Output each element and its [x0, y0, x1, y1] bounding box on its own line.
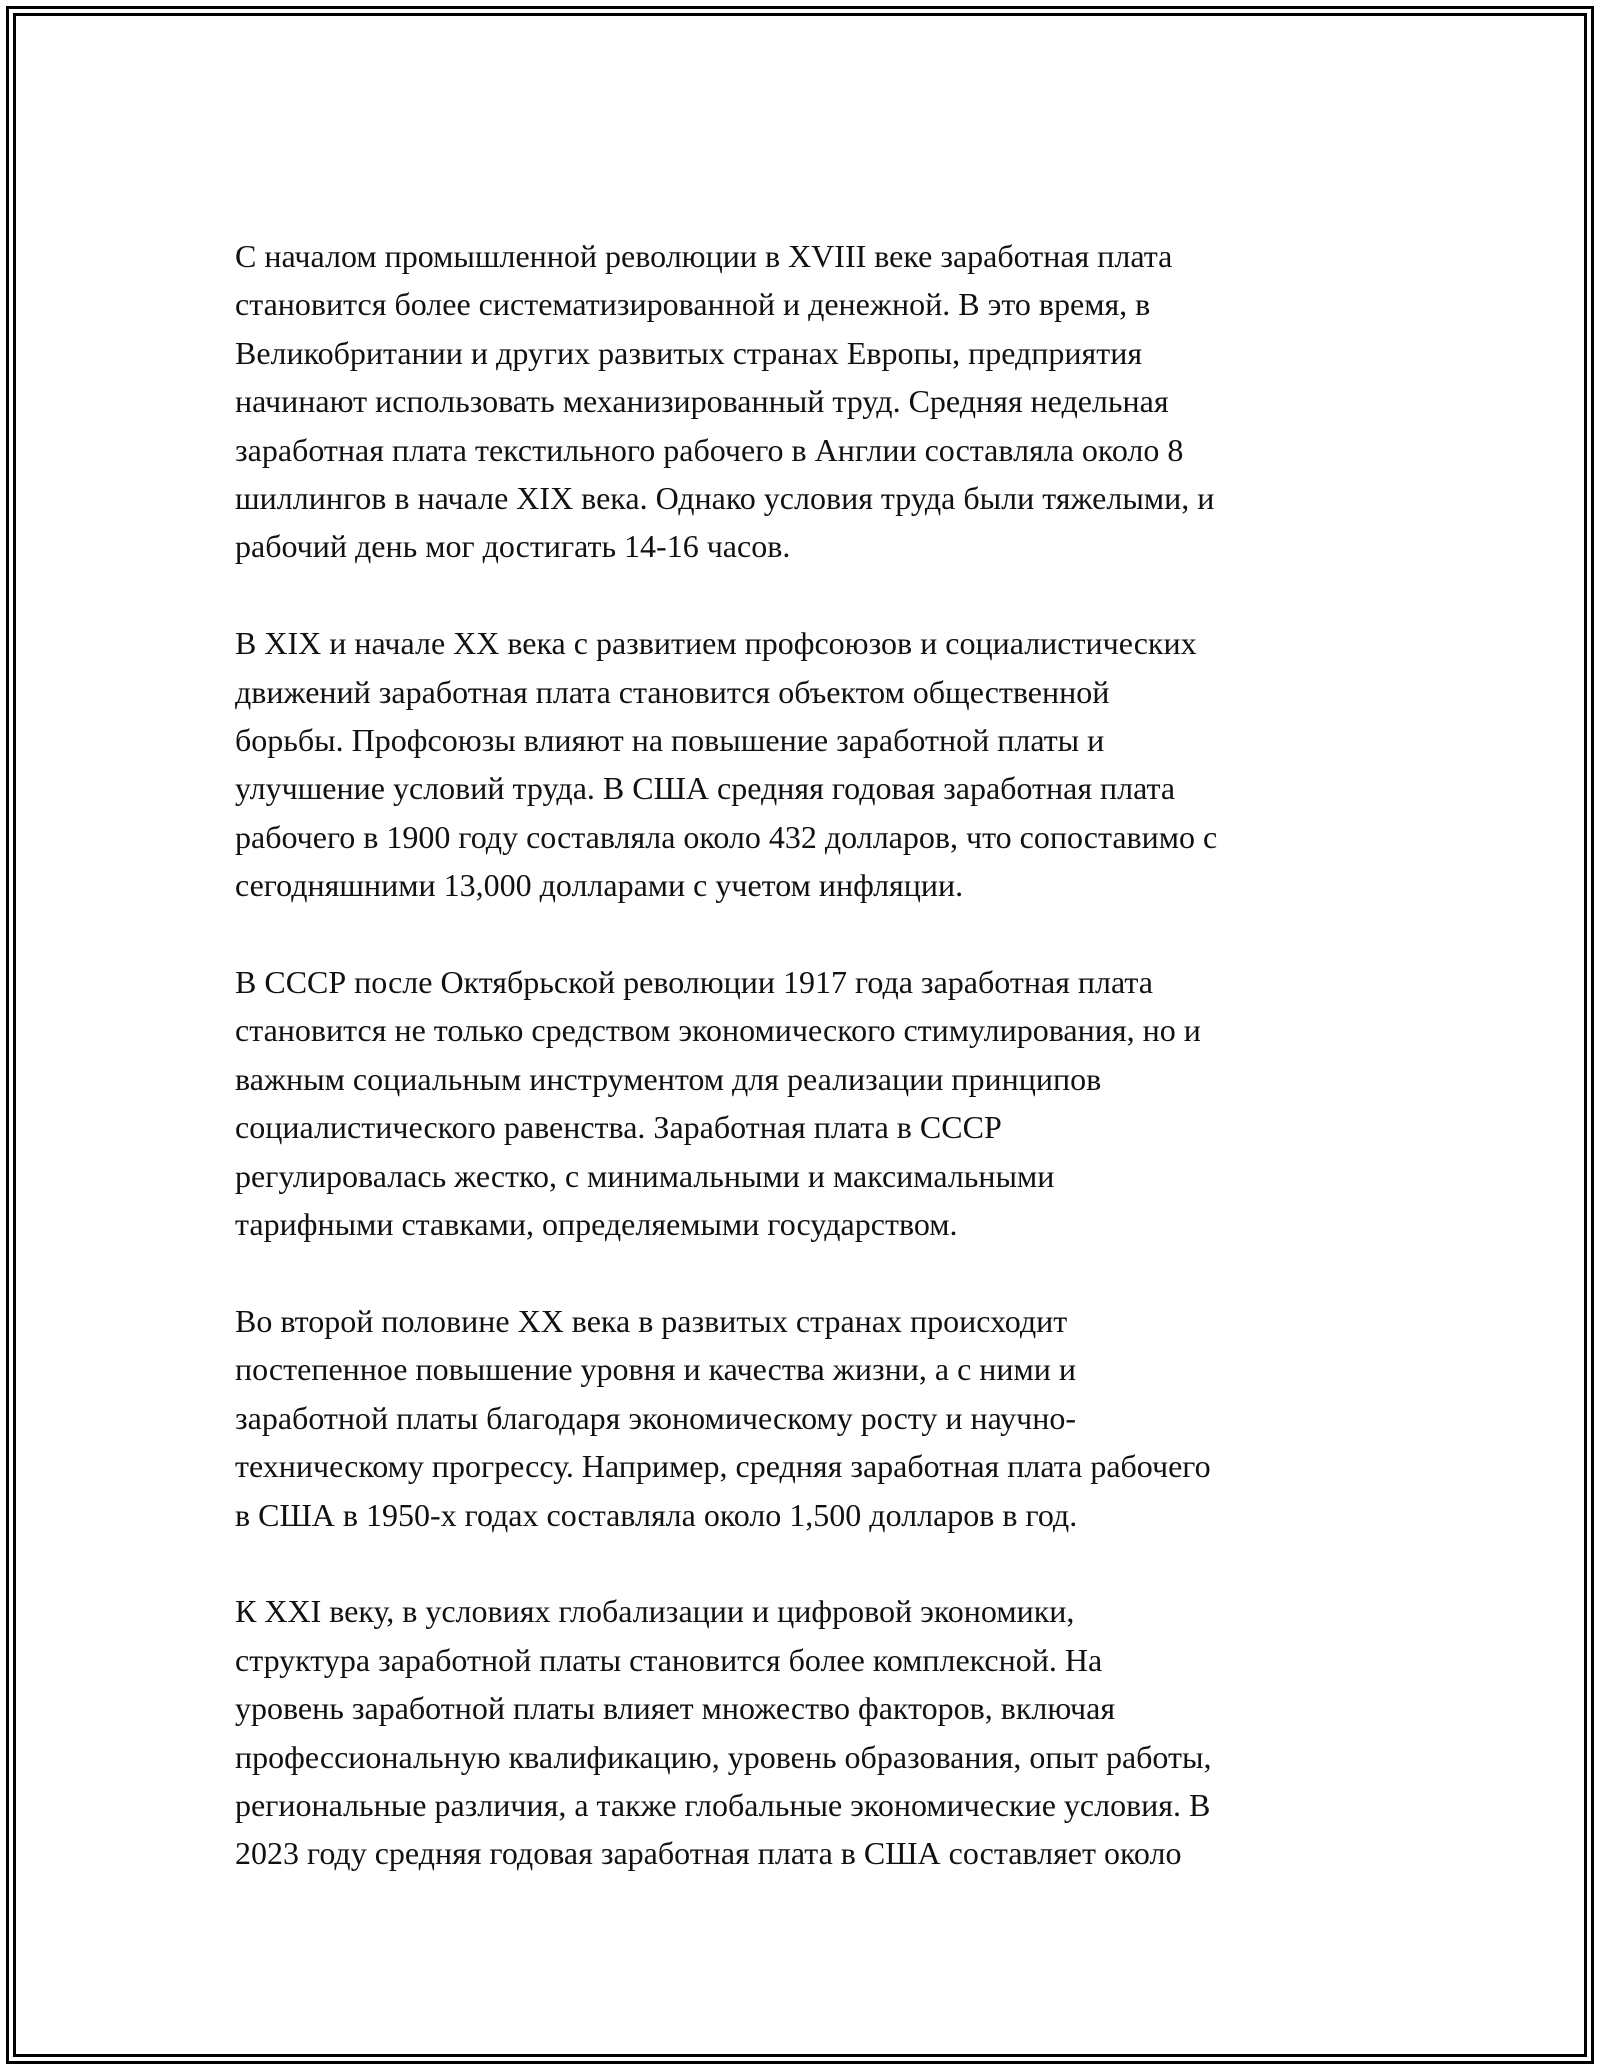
paragraph-xxi-century	[235, 1587, 1380, 1877]
text-line: В СССР после Октябрьской революции 1917 года заработная плата	[235, 964, 1153, 1001]
text-line: сегодняшними 13,000 долларами с учетом инфляции.	[235, 867, 964, 904]
text-line: борьбы. Профсоюзы влияют на повышение заработной платы и	[235, 722, 1105, 759]
paragraph-ussr	[235, 958, 1380, 1248]
text-line: рабочий день мог достигать 14-16 часов.	[235, 528, 791, 565]
text-line: 2023 году средняя годовая заработная плата в США составляет около	[235, 1835, 1182, 1872]
text-line: постепенное повышение уровня и качества жизни, а с ними и	[235, 1351, 1077, 1388]
text-line: Во второй половине XX века в развитых странах происходит	[235, 1302, 1068, 1339]
text-line: рабочего в 1900 году составляла около 432 долларов, что сопоставимо с	[235, 818, 1218, 855]
paragraph-industrial-revolution	[235, 232, 1380, 571]
text-line: заработной платы благодаря экономическому росту и научно-	[235, 1399, 1077, 1436]
text-line: профессиональную квалификацию, уровень образования, опыт работы,	[235, 1738, 1212, 1775]
text-line: В XIX и начале XX века с развитием профсоюзов и социалистических	[235, 625, 1197, 662]
text-line: шиллингов в начале XIX века. Однако условия труда были тяжелыми, и	[235, 480, 1215, 517]
text-line: начинают использовать механизированный труд. Средняя недельная	[235, 383, 1169, 420]
text-line: К XXI веку, в условиях глобализации и цифровой экономики,	[235, 1593, 1075, 1630]
document-body	[235, 232, 1380, 1926]
text-line: улучшение условий труда. В США средняя годовая заработная плата	[235, 770, 1176, 807]
text-line: структура заработной платы становится более комплексной. На	[235, 1641, 1103, 1678]
text-line: движений заработная плата становится объектом общественной	[235, 673, 1110, 710]
text-line: уровень заработной платы влияет множество факторов, включая	[235, 1690, 1116, 1727]
text-line: становится не только средством экономического стимулирования, но и	[235, 1012, 1201, 1049]
text-line: С началом промышленной революции в XVIII веке заработная плата	[235, 238, 1173, 274]
text-line: тарифными ставками, определяемыми государством.	[235, 1206, 958, 1243]
paragraph-trade-unions	[235, 619, 1380, 909]
text-line: в США в 1950-х годах составляла около 1,500 долларов в год.	[235, 1496, 1078, 1533]
text-line: важным социальным инструментом для реализации принципов	[235, 1060, 1102, 1097]
text-line: техническому прогрессу. Например, средняя заработная плата рабочего	[235, 1448, 1211, 1485]
text-line: заработная плата текстильного рабочего в Англии составляла около 8	[235, 431, 1184, 468]
text-line: Великобритании и других развитых странах Европы, предприятия	[235, 334, 1143, 371]
paragraph-second-half-xx	[235, 1297, 1380, 1539]
text-line: регулировалась жестко, с минимальными и максимальными	[235, 1157, 1055, 1194]
text-line: становится более систематизированной и денежной. В это время, в	[235, 286, 1151, 323]
text-line: региональные различия, а также глобальные экономические условия. В	[235, 1786, 1211, 1823]
text-line: социалистического равенства. Заработная плата в СССР	[235, 1109, 1002, 1146]
